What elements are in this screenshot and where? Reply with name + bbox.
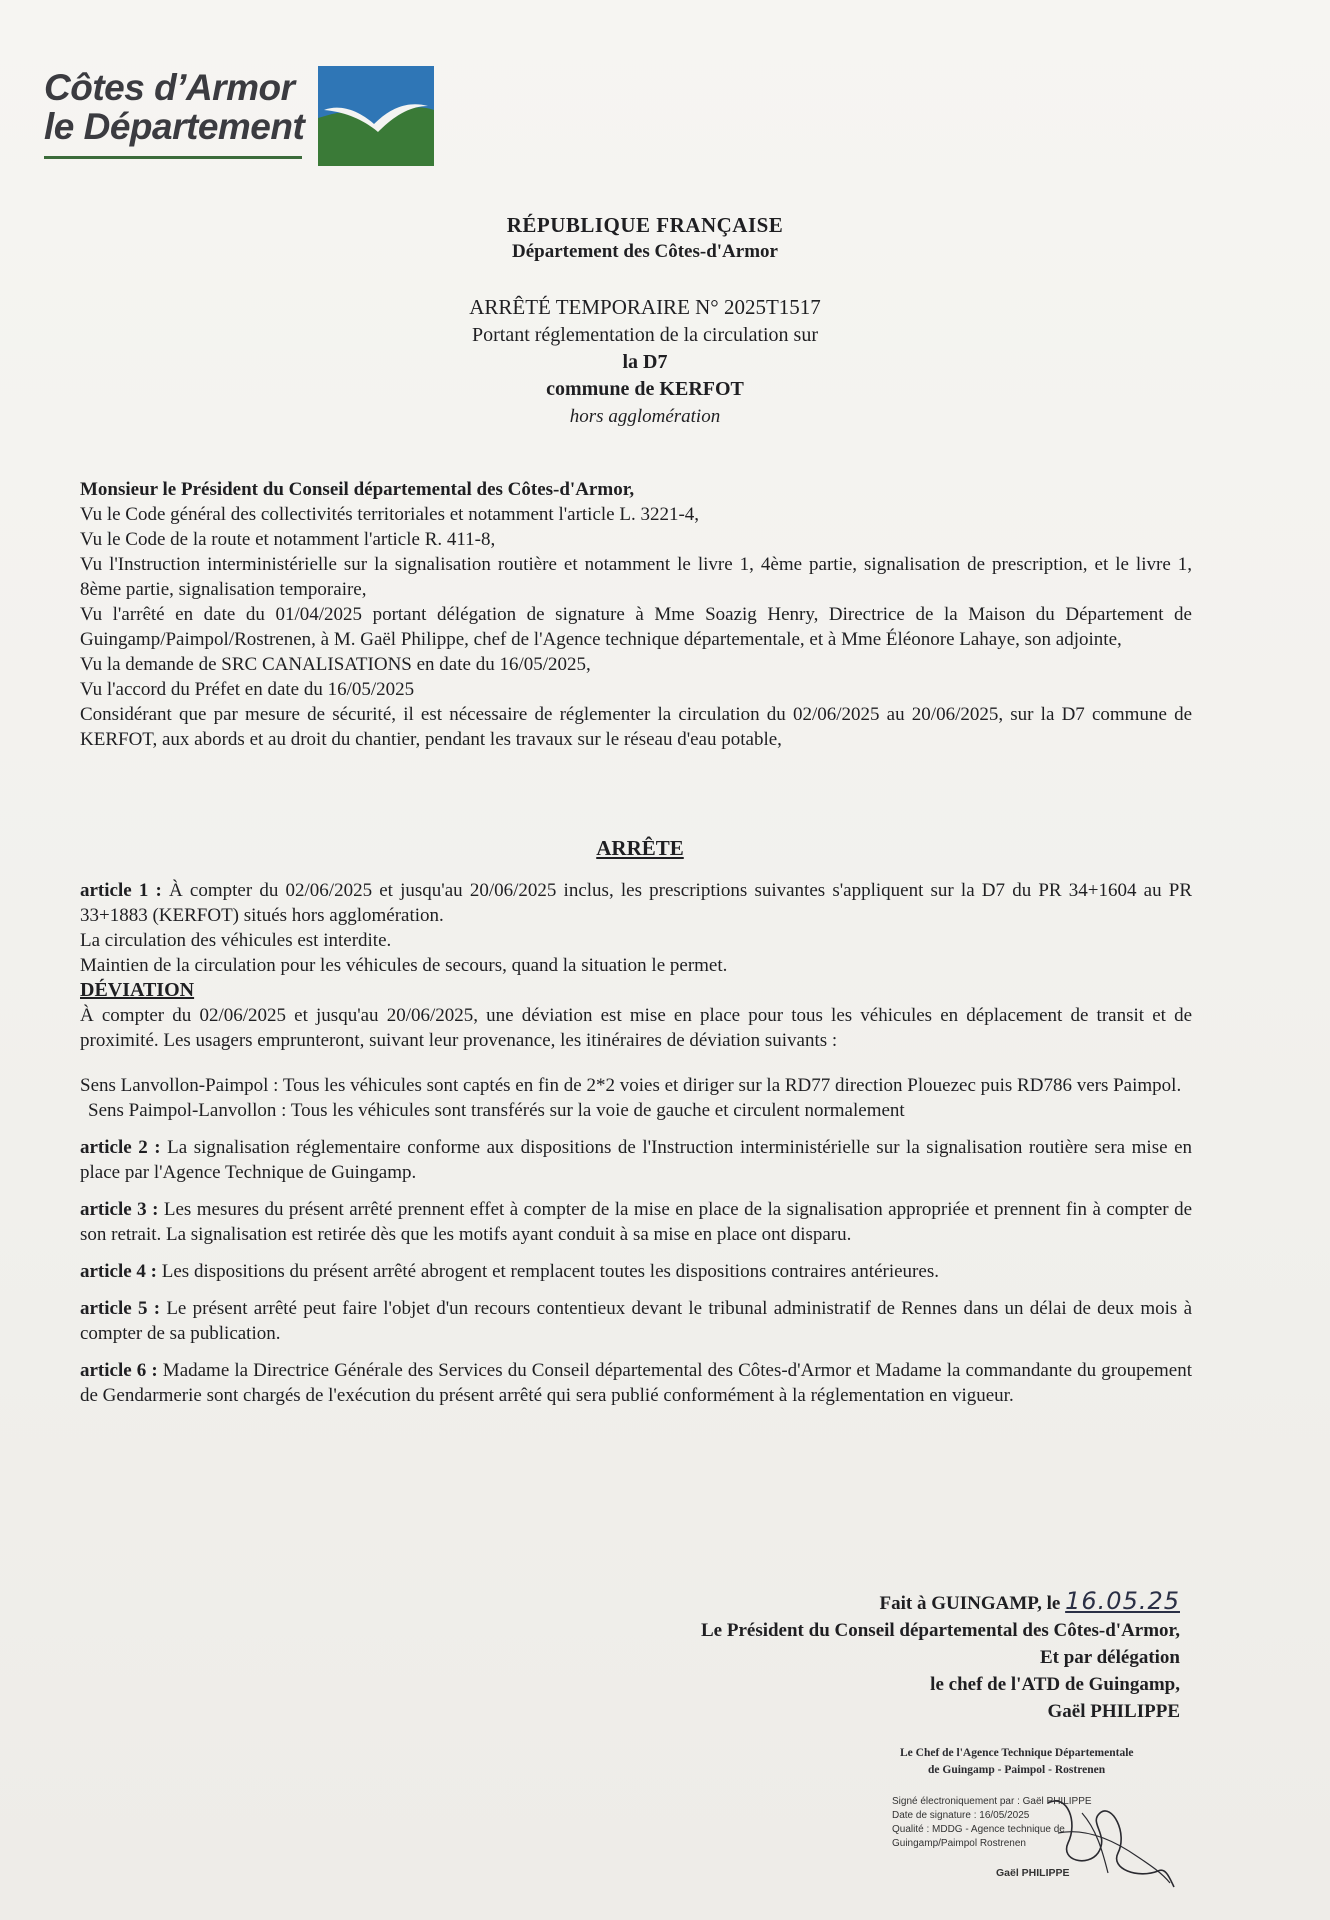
signature-line: Le Président du Conseil départemental des Côtes-d'Armor, [700, 1620, 1180, 1641]
arrete-purpose: Portant réglementation de la circulation sur [472, 324, 818, 346]
signatory-name: Gaël PHILIPPE [1047, 1701, 1180, 1722]
article-text: Les mesures du présent arrêté prennent effet à compter de la mise en place de la signalisation appropriée et prennent fin à compter de son retrait. La signalisation est retirée dès que les motifs ayant conduit à sa mise en place ont disparu. [80, 1199, 1193, 1245]
article-label: article 6 : [80, 1360, 158, 1381]
road-name: la D7 [622, 351, 668, 373]
preamble-line: Vu le Code général des collectivités territoriales et notamment l'article L. 3221-4, [80, 504, 700, 525]
signature-line: Et par délégation [1039, 1647, 1180, 1668]
handwritten-signature-icon [1038, 1783, 1178, 1893]
logo-line-2: le Département [44, 106, 305, 147]
logo-underline [44, 156, 302, 159]
stamp-signed-by: Signé électroniquement par : Gaël PHILIPPE [892, 1796, 1092, 1807]
stamp-date: Date de signature : 16/05/2025 [892, 1810, 1030, 1821]
article-1 [80, 878, 1192, 928]
article-label: article 1 : [80, 880, 162, 901]
signature-place-date [701, 1588, 1180, 1617]
cotes-darmor-logo [42, 62, 442, 172]
article-text: À compter du 02/06/2025 et jusqu'au 20/06/2025 inclus, les prescriptions suivantes s'appliquent sur la D7 du PR 34+1604 au PR 33+1883 (KERFOT) situés hors agglomération. [80, 880, 1192, 926]
department-emblem-icon [318, 66, 434, 166]
commune-name: commune de KERFOT [546, 378, 744, 400]
arrete-heading: ARRÊTE [596, 836, 684, 860]
article-label: article 5 : [80, 1298, 161, 1319]
preamble-line: Vu la demande de SRC CANALISATIONS en date du 16/05/2025, [80, 654, 591, 675]
preamble-line: Vu l'arrêté en date du 01/04/2025 portant délégation de signature à Mme Soazig Henry, Directrice de la Maison du Département de Guingamp/Paimpol/Rostrenen, à M. Gaël Philippe, chef de l'Agence technique départementale, et à Mme Éléonore Lahaye, son adjointe, [80, 604, 1192, 650]
fait-a: Fait à GUINGAMP, le [879, 1593, 1061, 1614]
signature-block [701, 1588, 1180, 1725]
article-1-line: Maintien de la circulation pour les véhicules de secours, quand la situation le permet. [80, 955, 728, 976]
location-qualifier: hors agglomération [569, 406, 721, 427]
logo-line-1: Côtes d’Armor [44, 67, 295, 108]
stamp-title: Le Chef de l'Agence Technique Départementale [900, 1747, 1134, 1759]
stamp-qualite: Qualité : MDDG - Agence technique de [892, 1824, 1065, 1835]
article-label: article 4 : [80, 1261, 158, 1282]
deviation-sens-2: Sens Paimpol-Lanvollon : Tous les véhicules sont transférés sur la voie de gauche et circulent normalement [88, 1100, 905, 1121]
deviation-text: À compter du 02/06/2025 et jusqu'au 20/06/2025, une déviation est mise en place pour tous les véhicules en déplacement de transit et de proximité. Les usagers emprunteront, suivant leur provenance, les itinéraires de déviation suivants : [80, 1005, 1192, 1051]
article-text: Madame la Directrice Générale des Services du Conseil départemental des Côtes-d'Armor et Madame la commandante du groupement de Gendarmerie sont chargés de l'exécution du présent arrêté qui sera publié conformément à la réglementation en vigueur. [80, 1360, 1193, 1406]
article-text: La signalisation réglementaire conforme aux dispositions de l'Instruction interministérielle sur la signalisation routière sera mise en place par l'Agence Technique de Guingamp. [80, 1137, 1192, 1183]
arrete-title: ARRÊTÉ TEMPORAIRE N° 2025T1517 [469, 295, 821, 319]
article-4 [80, 1259, 1192, 1284]
deviation-heading: DÉVIATION [80, 979, 195, 1001]
article-2 [80, 1135, 1192, 1185]
preamble [80, 477, 1192, 752]
article-3 [80, 1197, 1192, 1247]
article-text: Le présent arrêté peut faire l'objet d'un recours contentieux devant le tribunal administratif de Rennes dans un délai de deux mois à compter de sa publication. [80, 1298, 1193, 1344]
stamp-qualite-2: Guingamp/Paimpol Rostrenen [892, 1838, 1026, 1849]
article-label: article 2 : [80, 1137, 161, 1158]
deviation-sens-1: Sens Lanvollon-Paimpol : Tous les véhicules sont captés en fin de 2*2 voies et diriger sur la RD77 direction Plouezec puis RD786 vers Paimpol. [80, 1075, 1182, 1096]
electronic-signature-stamp [888, 1743, 1188, 1893]
preamble-lead: Monsieur le Président du Conseil départemental des Côtes-d'Armor, [80, 479, 635, 500]
department-subtitle: Département des Côtes-d'Armor [512, 241, 778, 262]
articles [80, 878, 1192, 1408]
republic-title: RÉPUBLIQUE FRANÇAISE [506, 213, 784, 237]
signature-line: le chef de l'ATD de Guingamp, [930, 1674, 1180, 1695]
article-5 [80, 1296, 1192, 1346]
stamp-subtitle: de Guingamp - Paimpol - Rostrenen [928, 1764, 1106, 1776]
handwritten-date: 16.05.25 [1065, 1587, 1180, 1615]
preamble-line: Vu l'Instruction interministérielle sur la signalisation routière et notamment le livre 1, 4ème partie, signalisation de prescription, et le livre 1, 8ème partie, signalisation temporaire, [80, 554, 1192, 600]
preamble-line: Considérant que par mesure de sécurité, il est nécessaire de réglementer la circulation du 02/06/2025 au 20/06/2025, sur la D7 commune de KERFOT, aux abords et au droit du chantier, pendant les travaux sur le réseau d'eau potable, [80, 704, 1192, 750]
preamble-line: Vu le Code de la route et notamment l'article R. 411-8, [80, 529, 496, 550]
article-label: article 3 : [80, 1199, 159, 1220]
article-6 [80, 1358, 1192, 1408]
article-text: Les dispositions du présent arrêté abrogent et remplacent toutes les dispositions contraires antérieures. [161, 1261, 939, 1282]
stamp-name: Gaël PHILIPPE [996, 1867, 1070, 1879]
preamble-line: Vu l'accord du Préfet en date du 16/05/2025 [80, 679, 415, 700]
article-1-line: La circulation des véhicules est interdite. [80, 930, 392, 951]
